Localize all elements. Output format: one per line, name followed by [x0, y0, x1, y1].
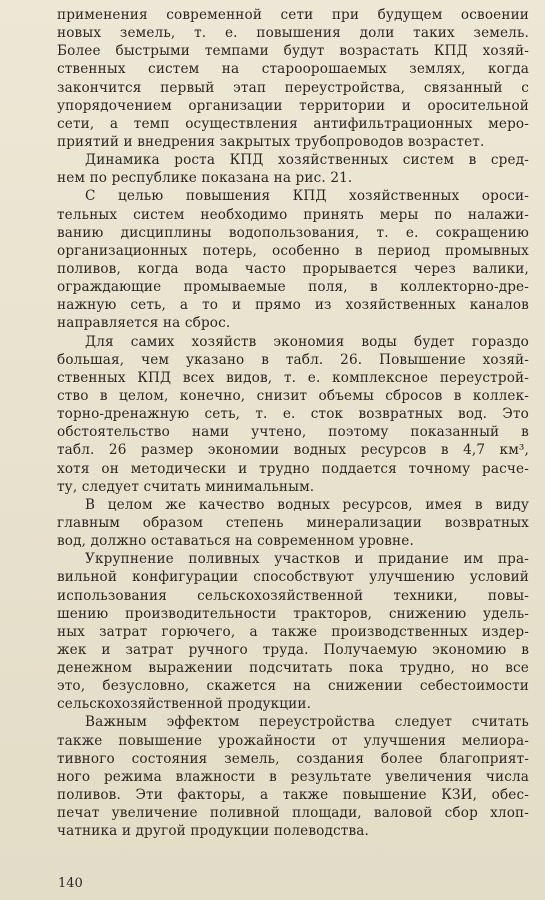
text-line: организационных потерь, особенно в период промывных: [57, 242, 529, 259]
text-line: В целом же качество водных ресурсов, имея в виду: [85, 496, 529, 513]
text-line: жек и затрат ручного труда. Получаемую экономию в: [57, 641, 529, 658]
body-text: [57, 6, 529, 840]
text-line: торно-дренажную сеть, т. е. сток возвратных вод. Это: [57, 406, 529, 423]
text-line: ванию дисциплины водопользования, т. е. сокращению: [57, 224, 529, 241]
text-line: тивного состояния земель, создания более благоприят-: [57, 750, 529, 767]
text-line: печат увеличение поливной площади, валовой сбор хлоп-: [57, 805, 529, 822]
text-line: главным образом степень минерализации возвратных: [57, 514, 529, 531]
text-line: это, безусловно, скажется на снижении себестоимости: [57, 678, 529, 695]
text-line: ственных КПД всех видов, т. е. комплексное переустрой-: [57, 369, 529, 386]
text-line: ограждающие промываемые поля, в коллекторно-дре-: [57, 279, 529, 296]
text-line: хотя он методически и трудно поддается точному расче-: [57, 460, 529, 477]
text-line: закончится первый этап переустройства, связанный с: [57, 79, 529, 96]
text-line: Важным эффектом переустройства следует считать: [85, 714, 529, 731]
text-line: шению производительности тракторов, снижению удель-: [57, 605, 529, 622]
text-line: применения современной сети при будущем освоении: [57, 7, 529, 23]
text-line: вильной конфигурации способствуют улучшению условий: [57, 569, 529, 586]
text-line: сети, а темп осуществления антифильтрационных меро-: [57, 115, 529, 132]
text-line: поливов. Эти факторы, а также повышение КЗИ, обес-: [57, 787, 529, 804]
text-line: использования сельскохозяйственной техники, повы-: [57, 587, 529, 604]
text-line: упорядочением организации территории и оросительной: [57, 97, 529, 114]
text-line: нем по республике показана на рис. 21.: [57, 170, 353, 187]
text-line: большая, чем указано в табл. 26. Повышение хозяй-: [57, 351, 529, 368]
text-line: ных затрат горючего, а также производственных издер-: [57, 623, 529, 640]
text-line: ного режима влажности в результате увеличения числа: [57, 768, 529, 785]
text-line: нажную сеть, а то и прямо из хозяйственных каналов: [57, 297, 529, 314]
text-line: Более быстрыми темпами будут возрастать КПД хозяй-: [57, 43, 529, 60]
text-line: С целью повышения КПД хозяйственных ороси-: [85, 188, 529, 205]
text-line: табл. 26 размер экономии водных ресурсов в 4,7 км³,: [57, 442, 529, 459]
text-line: ственных систем на староорошаемых землях, когда: [57, 61, 529, 78]
text-line: сельскохозяйственной продукции.: [57, 696, 312, 713]
text-line: вод, должно оставаться на современном уровне.: [57, 533, 414, 550]
text-line: направляется на сброс.: [57, 315, 231, 332]
text-line: новых земель, т. е. повышения доли таких земель.: [57, 25, 529, 42]
text-line: Динамика роста КПД хозяйственных систем в сред-: [85, 152, 529, 169]
page-number: 140: [58, 876, 83, 891]
text-line: ство в целом, конечно, снизит объемы сбросов в коллек-: [57, 387, 529, 404]
text-line: тельных систем необходимо принять меры по налажи-: [57, 206, 529, 223]
text-line: приятий и внедрения закрытых трубопроводов возрастет.: [57, 133, 485, 150]
text-line: обстоятельство нами учтено, поэтому показанный в: [57, 424, 529, 441]
text-line: денежном выражении подсчитать пока трудно, но все: [57, 660, 529, 677]
text-line: Укрупнение поливных участков и придание им пра-: [85, 551, 529, 568]
text-line: также повышение урожайности от улучшения мелиора-: [57, 732, 529, 749]
text-line: ту, следует считать минимальным.: [57, 478, 315, 495]
text-line: чатника и другой продукции полеводства.: [57, 823, 369, 840]
text-line: поливов, когда вода часто прорывается через валики,: [57, 260, 529, 277]
text-line: Для самих хозяйств экономия воды будет гораздо: [85, 333, 529, 350]
